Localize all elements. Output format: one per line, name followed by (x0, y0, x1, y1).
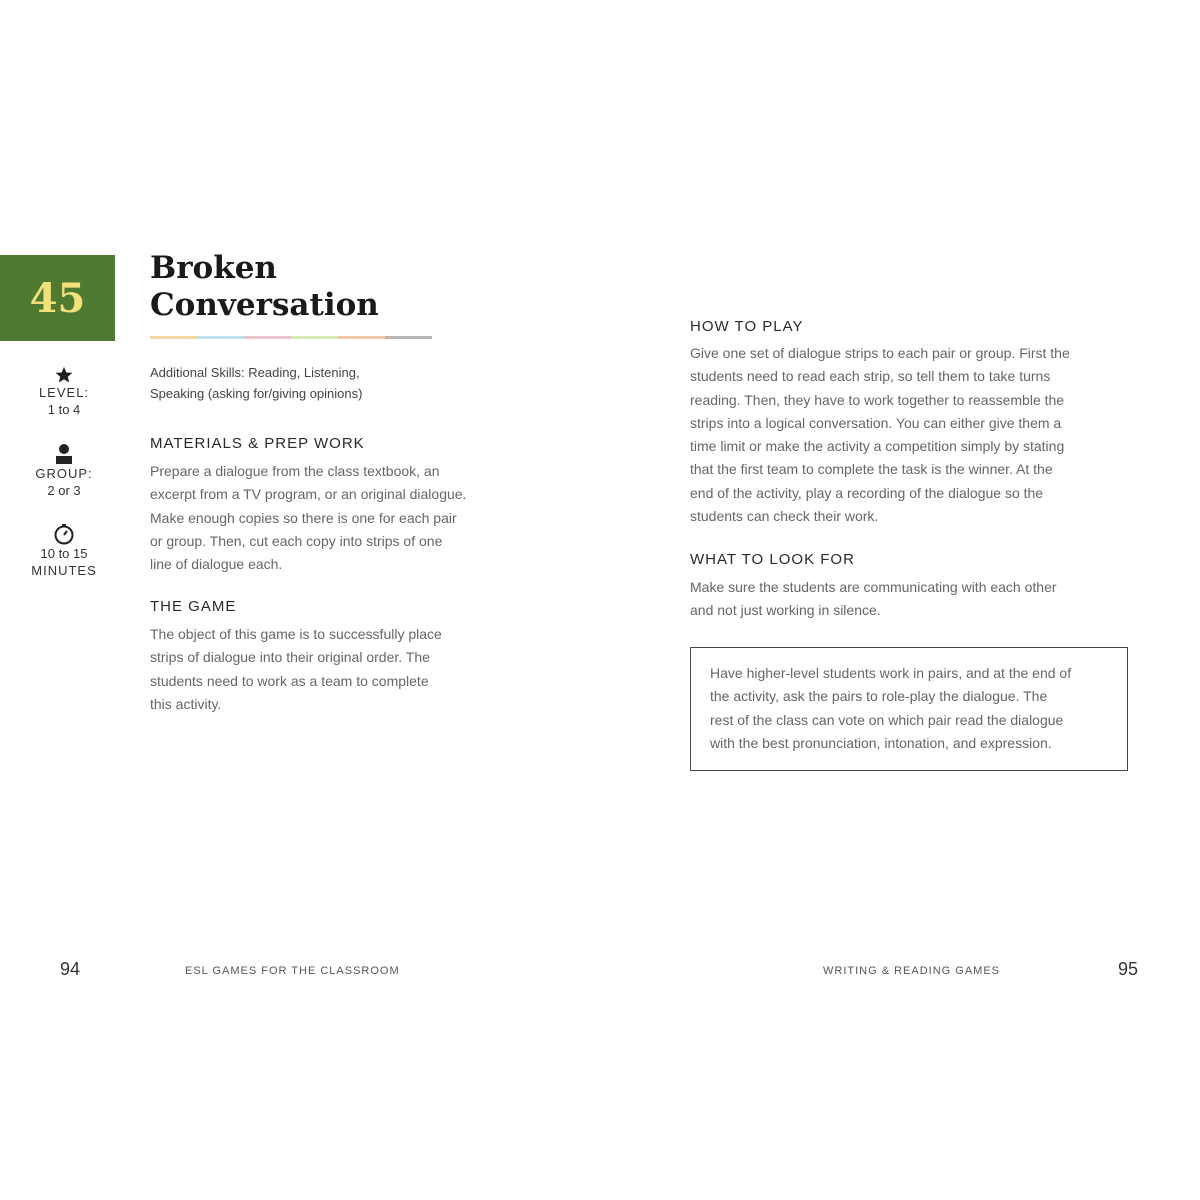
divider-segment (150, 336, 197, 339)
timer-icon (14, 523, 114, 545)
additional-skills-line: Speaking (asking for/giving opinions) (150, 386, 363, 401)
game-number: 45 (29, 274, 86, 322)
time-label: MINUTES (31, 563, 97, 578)
how-to-play-body (690, 342, 1160, 528)
how-to-play-line: time limit or make the activity a competition simply by stating (690, 438, 1065, 455)
level-info (14, 366, 114, 418)
the-game-line: students need to work as a team to complete (150, 672, 429, 689)
divider-segment (338, 336, 385, 339)
title-divider (150, 336, 432, 339)
the-game-line: The object of this game is to successfully place (150, 626, 442, 642)
tip-body (710, 662, 1115, 755)
tip-box (690, 647, 1128, 771)
tip-line: with the best pronunciation, intonation, and expression. (710, 734, 1052, 751)
what-to-look-for-line: and not just working in silence. (690, 602, 881, 619)
the-game-line: this activity. (150, 695, 222, 712)
title-line-1: Broken (150, 250, 277, 286)
level-value: 1 to 4 (47, 402, 81, 417)
the-game-heading: THE GAME (150, 598, 237, 615)
additional-skills-line: Additional Skills: Reading, Listening, (150, 365, 360, 380)
materials-body (150, 460, 530, 576)
right-page-number: 95 (1118, 959, 1139, 979)
how-to-play-heading: HOW TO PLAY (690, 318, 804, 335)
group-value: 2 or 3 (47, 483, 81, 498)
materials-line: Prepare a dialogue from the class textbook, an (150, 463, 440, 479)
how-to-play-line: Give one set of dialogue strips to each pair or group. First the (690, 345, 1070, 361)
game-title (150, 250, 570, 324)
materials-heading: MATERIALS & PREP WORK (150, 435, 365, 452)
tip-line: rest of the class can vote on which pair read the dialogue (710, 711, 1064, 728)
time-value: 10 to 15 (40, 546, 88, 561)
star-icon (14, 366, 114, 384)
how-to-play-line: that the first team to complete the task is the winner. At the (690, 461, 1053, 478)
tip-line: the activity, ask the pairs to role-play the dialogue. The (710, 688, 1048, 705)
tip-line: Have higher-level students work in pairs, and at the end of (710, 665, 1072, 681)
group-label: GROUP: (35, 466, 93, 481)
additional-skills (150, 362, 530, 404)
the-game-line: strips of dialogue into their original order. The (150, 649, 430, 666)
how-to-play-line: strips into a logical conversation. You can either give them a (690, 414, 1062, 431)
materials-line: Make enough copies so there is one for each pair (150, 509, 457, 526)
the-game-body (150, 623, 530, 716)
materials-line: excerpt from a TV program, or an original dialogue. (150, 486, 467, 503)
left-running-title: ESL GAMES FOR THE CLASSROOM (185, 965, 400, 977)
what-to-look-for-heading: WHAT TO LOOK FOR (690, 551, 855, 568)
person-icon (14, 443, 114, 465)
divider-segment (385, 336, 432, 339)
group-info (14, 443, 114, 499)
left-page-number: 94 (60, 959, 81, 979)
game-number-box (0, 255, 115, 341)
time-info (14, 523, 114, 579)
title-line-2: Conversation (150, 287, 379, 323)
divider-segment (197, 336, 244, 339)
how-to-play-line: students can check their work. (690, 508, 879, 525)
what-to-look-for-line: Make sure the students are communicating with each other (690, 579, 1057, 595)
divider-segment (291, 336, 338, 339)
how-to-play-line: reading. Then, they have to work together to reassemble the (690, 391, 1065, 408)
what-to-look-for-body (690, 576, 1160, 623)
how-to-play-line: end of the activity, play a recording of the dialogue so the (690, 484, 1044, 501)
right-running-title: WRITING & READING GAMES (823, 965, 1001, 977)
materials-line: line of dialogue each. (150, 556, 283, 573)
how-to-play-line: students need to read each strip, so tell them to take turns (690, 368, 1051, 385)
divider-segment (244, 336, 291, 339)
level-label: LEVEL: (38, 385, 90, 400)
materials-line: or group. Then, cut each copy into strips of one (150, 532, 443, 549)
